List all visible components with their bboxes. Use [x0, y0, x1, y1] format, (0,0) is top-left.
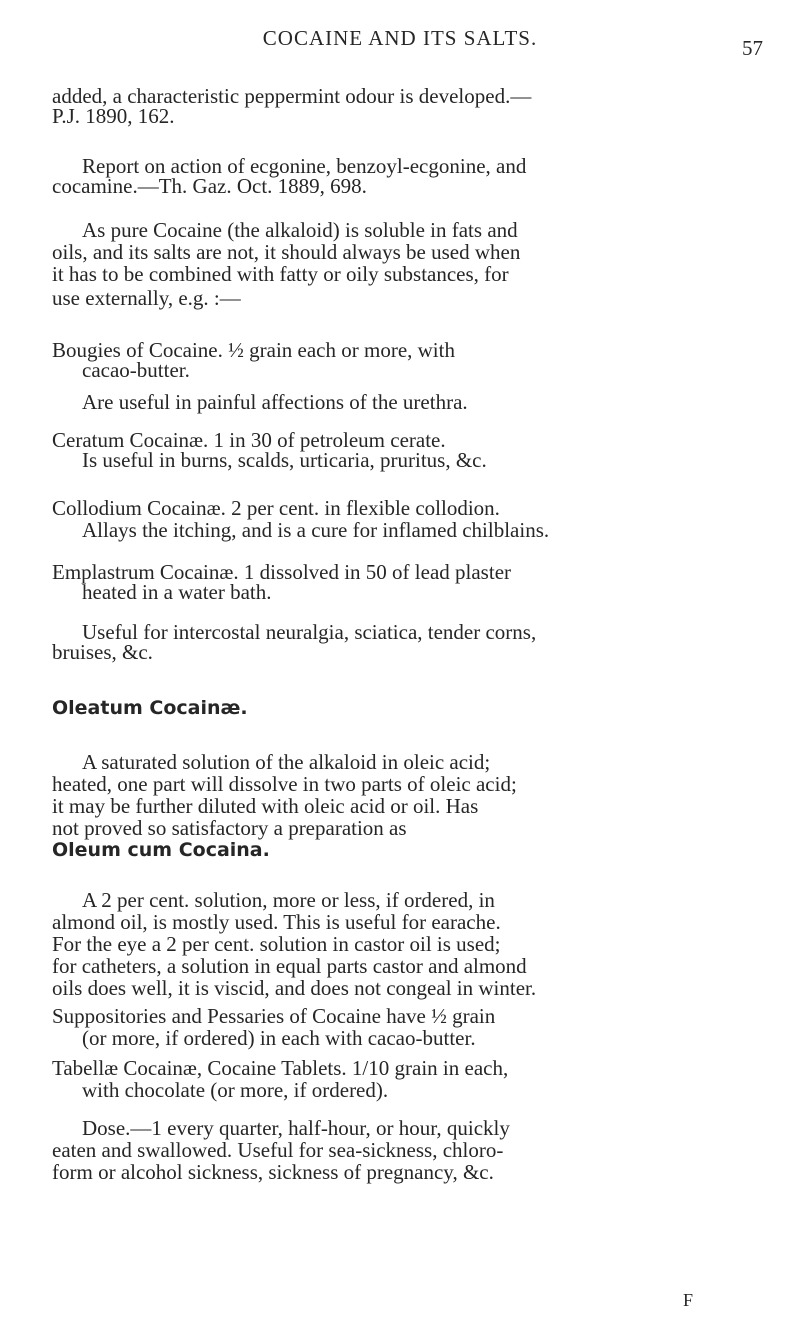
text-line: Is useful in burns, scalds, urticaria, pruritus, &c.	[82, 448, 487, 472]
text-line: not proved so satisfactory a preparation as	[52, 816, 407, 840]
text-line: eaten and swallowed. Useful for sea-sickness, chloro-	[52, 1138, 504, 1162]
text-line: Tabellæ Cocainæ, Cocaine Tablets. 1/10 grain in each,	[52, 1056, 509, 1080]
text-line: bruises, &c.	[52, 640, 153, 664]
text-line: oils does well, it is viscid, and does not congeal in winter.	[52, 976, 537, 1000]
text-line: Dose.—1 every quarter, half-hour, or hour, quickly	[82, 1116, 510, 1140]
text-line: As pure Cocaine (the alkaloid) is soluble in fats and	[82, 218, 518, 242]
text-line: Are useful in painful affections of the urethra.	[82, 390, 468, 414]
text-line: heated in a water bath.	[82, 580, 272, 604]
text-line: A 2 per cent. solution, more or less, if ordered, in	[82, 888, 495, 912]
text-line: form or alcohol sickness, sickness of pregnancy, &c.	[52, 1160, 494, 1184]
text-line: Allays the itching, and is a cure for inflamed chilblains.	[82, 518, 550, 542]
text-line: Bougies of Cocaine. ½ grain each or more, with	[52, 338, 455, 362]
text-line: added, a characteristic peppermint odour is developed.—	[52, 84, 532, 108]
section-heading: Oleatum Cocainæ.	[52, 697, 248, 719]
text-line: A saturated solution of the alkaloid in oleic acid;	[82, 750, 491, 774]
text-line: Report on action of ecgonine, benzoyl-ecgonine, and	[82, 154, 527, 178]
section-heading: Oleum cum Cocaina.	[52, 839, 270, 861]
text-line: with chocolate (or more, if ordered).	[82, 1078, 389, 1102]
text-line: Suppositories and Pessaries of Cocaine have ½ grain	[52, 1004, 496, 1028]
text-line: Ceratum Cocainæ. 1 in 30 of petroleum cerate.	[52, 428, 446, 452]
text-line: cacao-butter.	[82, 358, 190, 382]
text-line: it has to be combined with fatty or oily substances, for	[52, 262, 509, 286]
text-line: for catheters, a solution in equal parts castor and almond	[52, 954, 527, 978]
signature-mark: F	[683, 1290, 694, 1310]
page-number: 57	[742, 36, 763, 60]
text-line: oils, and its salts are not, it should always be used when	[52, 240, 521, 264]
text-line: (or more, if ordered) in each with cacao-butter.	[82, 1026, 476, 1050]
text-line: Collodium Cocainæ. 2 per cent. in flexible collodion.	[52, 496, 500, 520]
text-line: cocamine.—Th. Gaz. Oct. 1889, 698.	[52, 174, 367, 198]
text-line: it may be further diluted with oleic acid or oil. Has	[52, 794, 479, 818]
text-line: use externally, e.g. :—	[52, 286, 241, 310]
text-line: Emplastrum Cocainæ. 1 dissolved in 50 of lead plaster	[52, 560, 512, 584]
text-line: Useful for intercostal neuralgia, sciatica, tender corns,	[82, 620, 537, 644]
text-line: For the eye a 2 per cent. solution in castor oil is used;	[52, 932, 501, 956]
text-line: almond oil, is mostly used. This is useful for earache.	[52, 910, 501, 934]
text-line: P.J. 1890, 162.	[52, 104, 175, 128]
running-header: COCAINE AND ITS SALTS.	[262, 26, 538, 50]
text-line: heated, one part will dissolve in two parts of oleic acid;	[52, 772, 517, 796]
